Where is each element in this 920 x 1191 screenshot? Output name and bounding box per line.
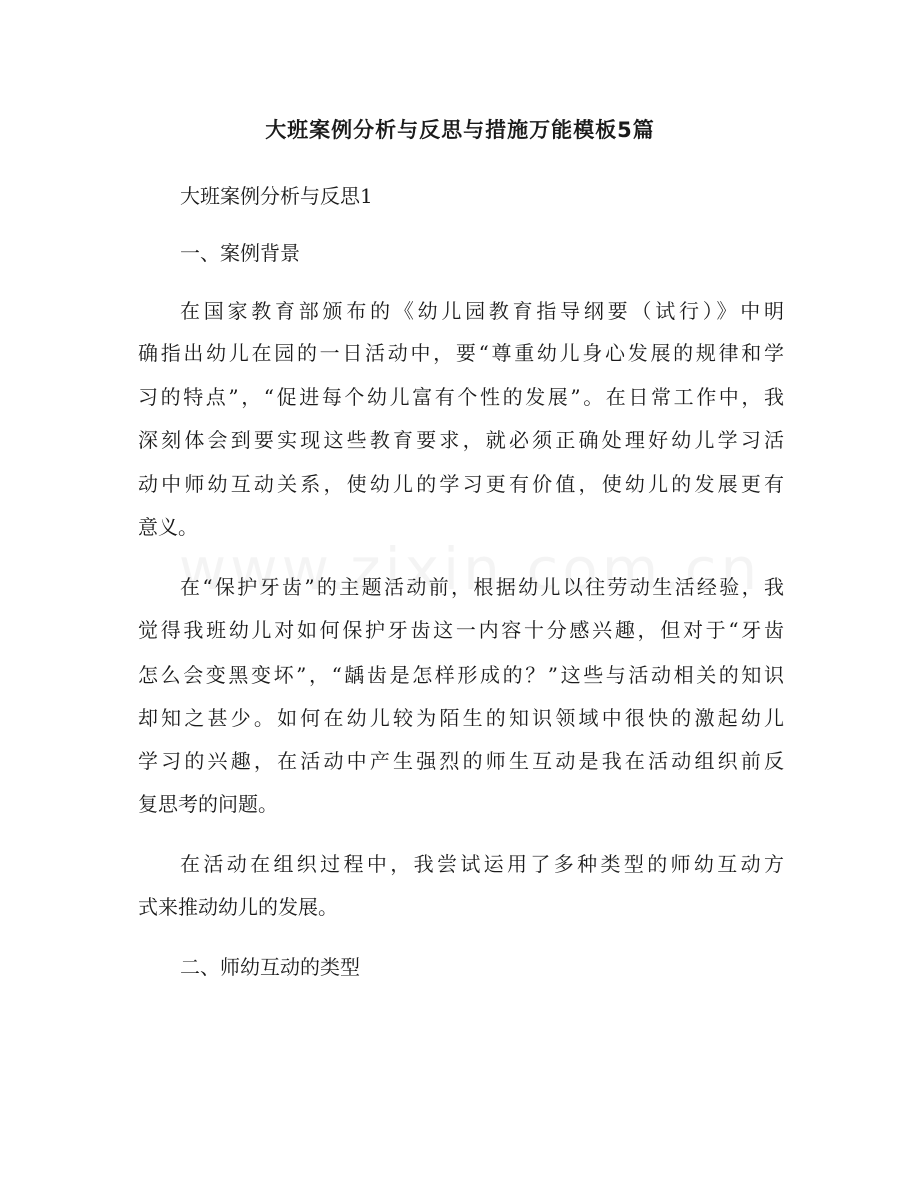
document-title: 大班案例分析与反思与措施万能模板5篇 (265, 118, 655, 142)
paragraph-line: 动中师幼互动关系，使幼儿的学习更有价值，使幼儿的发展更有 (138, 472, 784, 496)
paragraph-line: 觉得我班幼儿对如何保护牙齿这一内容十分感兴趣，但对于“牙齿 (138, 618, 784, 642)
paragraph-line: 确指出幼儿在园的一日活动中，要“尊重幼儿身心发展的规律和学 (138, 341, 784, 365)
paragraph-line: 却知之甚少。如何在幼儿较为陌生的知识领域中很快的激起幼儿 (138, 706, 784, 730)
heading-case-background: 一、案例背景 (180, 241, 300, 265)
paragraph-line: 怎么会变黑变坏”，“龋齿是怎样形成的？”这些与活动相关的知识 (138, 663, 784, 687)
section-subtitle: 大班案例分析与反思1 (180, 184, 373, 208)
paragraph-line: 式来推动幼儿的发展。 (138, 895, 338, 919)
paragraph-line: 意义。 (138, 515, 198, 539)
paragraph-line: 学习的兴趣，在活动中产生强烈的师生互动是我在活动组织前反 (138, 749, 784, 773)
paragraph-line: 习的特点”，“促进每个幼儿富有个性的发展”。在日常工作中，我 (138, 385, 784, 409)
paragraph-line: 在“保护牙齿”的主题活动前，根据幼儿以往劳动生活经验，我 (180, 575, 784, 599)
paragraph-line: 深刻体会到要实现这些教育要求，就必须正确处理好幼儿学习活 (138, 428, 784, 452)
paragraph-line: 复思考的问题。 (138, 792, 278, 816)
heading-interaction-types: 二、师幼互动的类型 (180, 955, 360, 979)
paragraph-line: 在国家教育部颁布的《幼儿园教育指导纲要（试行）》中明 (180, 299, 784, 323)
paragraph-line: 在活动在组织过程中，我尝试运用了多种类型的师幼互动方 (180, 852, 784, 876)
